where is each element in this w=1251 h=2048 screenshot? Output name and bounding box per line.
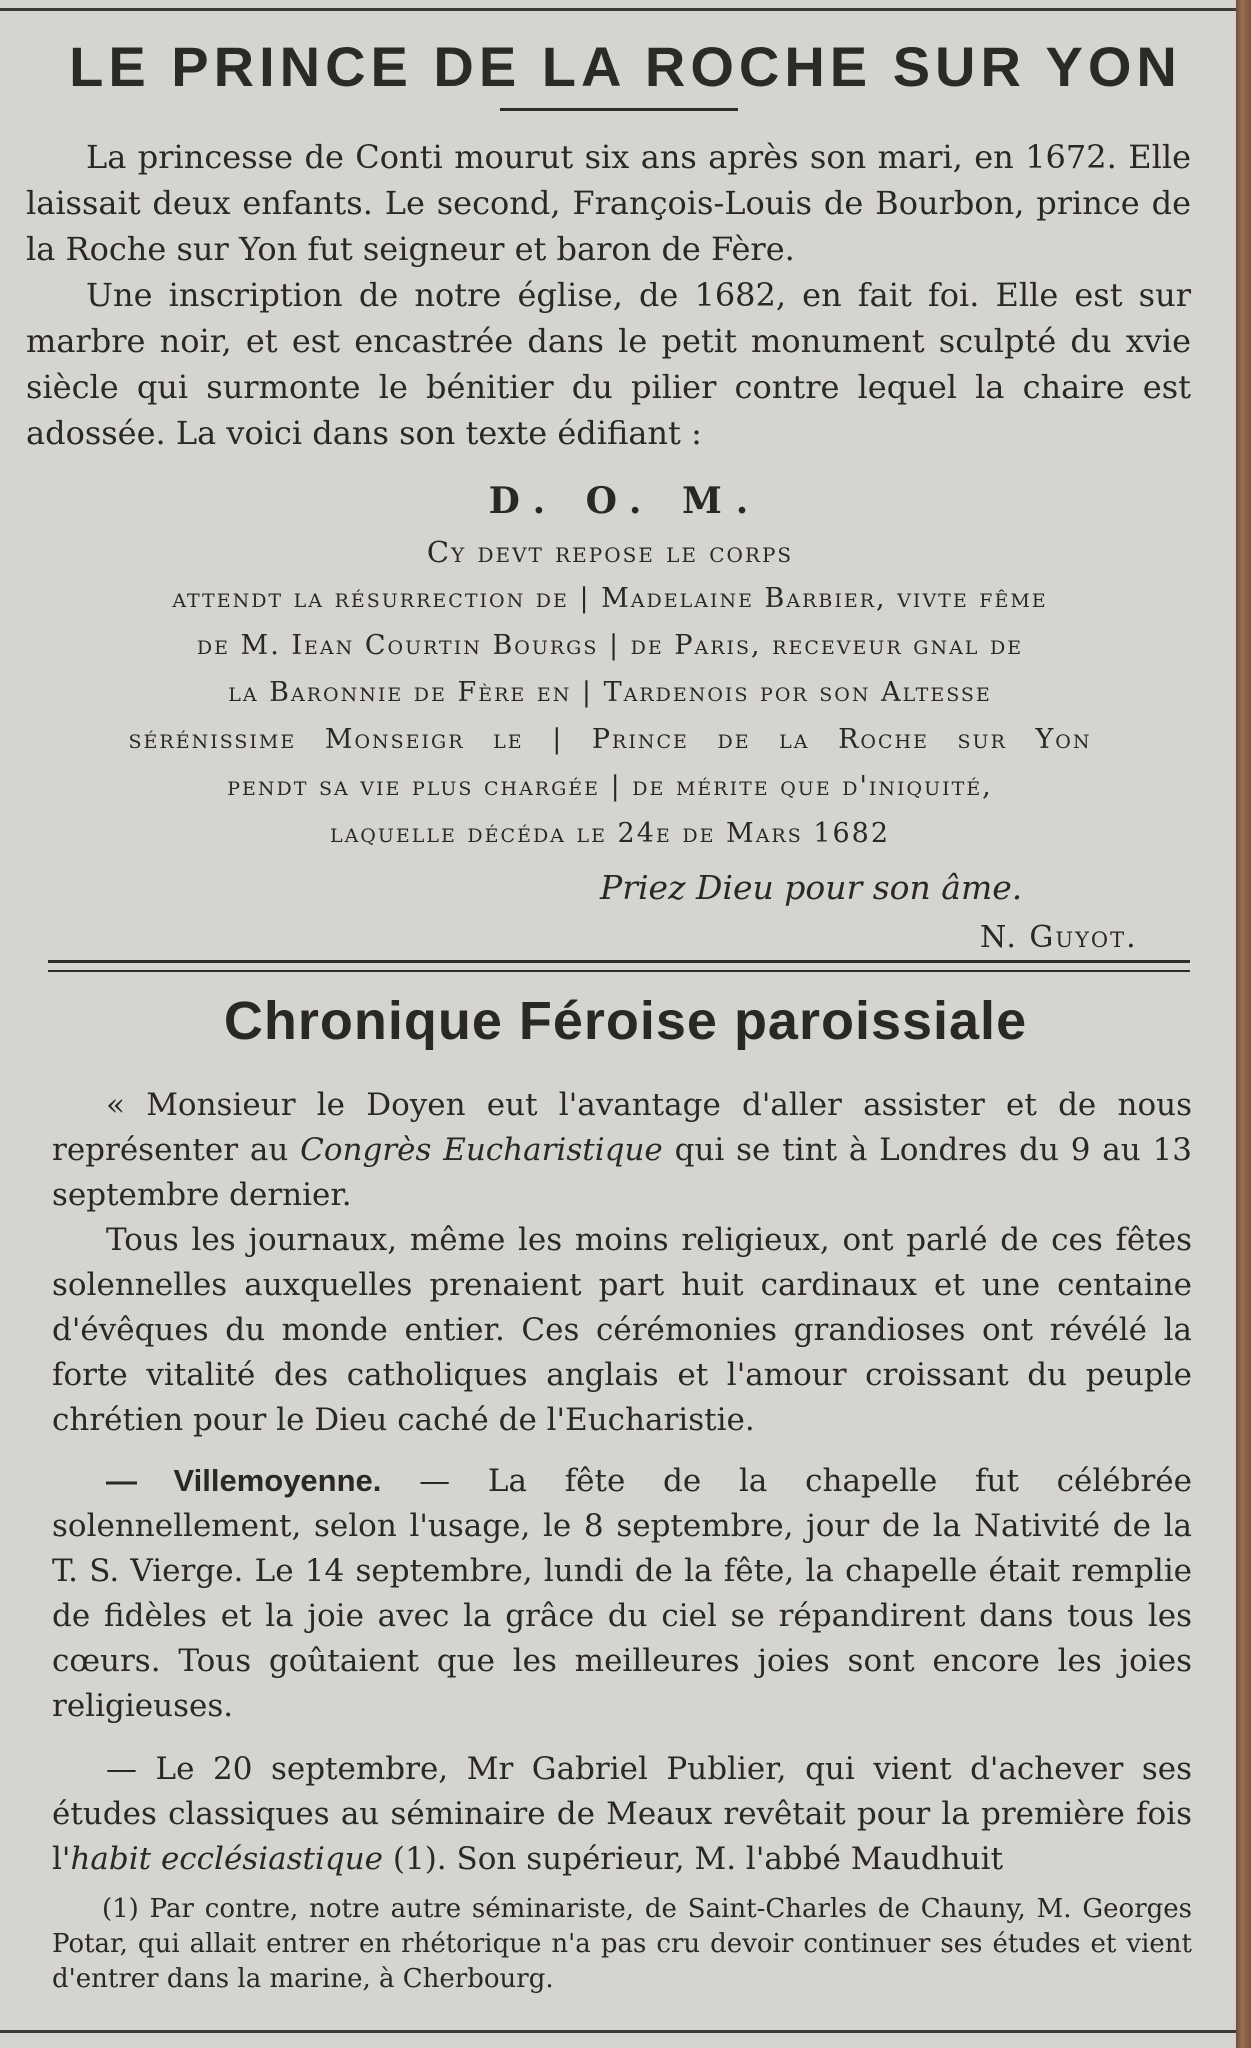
inscription-line: laquelle décéda le 24e de Mars 1682	[329, 818, 891, 849]
prayer-line: Priez Dieu pour son âme.	[600, 868, 1023, 907]
bottom-border	[0, 2030, 1236, 2033]
paragraph-conti: La princesse de Conti mourut six ans après son mari, en 1672. Elle laissait deux enfants. Le second, François-Louis de Bourbon, prince de la Roche sur Yon fut seigneur et baron de Fère.	[26, 138, 1191, 268]
inscription-line: de M. Iean Courtin Bourgs | de Paris, receveur gnal de	[196, 630, 1024, 661]
paragraph-publier: — Le 20 septembre, Mr Gabriel Publier, qui vient d'achever ses études classiques au séminaire de Meaux revêtait pour la première fois l'habit ecclésiastique (1). Son supérieur, M. l'abbé Maudhuit	[52, 1751, 1192, 1877]
paragraph-inscription-intro: Une inscription de notre église, de 1682, en fait foi. Elle est sur marbre noir, et est encastrée dans le petit monument sculpté du xvie siècle qui surmonte le bénitier du pilier contre lequel la chaire est adossée. La voici dans son texte édifiant :	[26, 276, 1191, 452]
section-divider	[48, 960, 1190, 963]
section-divider	[48, 970, 1190, 972]
inscription-line: Cy devt repose le corps	[426, 535, 794, 569]
author-signature: N. Guyot.	[980, 920, 1138, 955]
section-title: Chronique Féroise paroissiale	[223, 991, 1028, 1051]
inscription-line: sérénissime Monseigr le | Prince de la Roche sur Yon	[128, 724, 1092, 755]
paragraph-villemoyenne: — Villemoyenne. — La fête de la chapelle fut célébrée solennellement, selon l'usage, le 8 septembre, jour de la Nativité de la T. S. Vierge. Le 14 septembre, lundi de la fête, la chapelle était remplie de fidèles et la joie avec la grâce du ciel se répandirent dans tous les cœurs. Tous goûtaient que les meilleures joies sont encore les joies religieuses.	[52, 1463, 1192, 1724]
inscription-line: pendt sa vie plus chargée | de mérite que d'iniquité,	[227, 771, 993, 802]
paragraph-congres: « Monsieur le Doyen eut l'avantage d'aller assister et de nous représenter au Congrès Eucharistique qui se tint à Londres du 9 au 13 septembre dernier.	[52, 1087, 1192, 1213]
emphasis: habit ecclésiastique	[70, 1841, 384, 1877]
footnote: (1) Par contre, notre autre séminariste, de Saint-Charles de Chauny, M. Georges Potar, qui allait entrer en rhétorique n'a pas cru devoir continuer ses études et vient d'entrer dans la marine, à Cherbourg.	[52, 1894, 1192, 1994]
place-heading: — Villemoyenne.	[106, 1463, 382, 1498]
top-border	[0, 8, 1238, 11]
inscription-line: la Baronnie de Fère en | Tardenois por son Altesse	[228, 677, 992, 708]
paragraph-journaux: Tous les journaux, même les moins religieux, ont parlé de ces fêtes solennelles auxquelles prenaient part huit cardinaux et une centaine d'évêques du monde entier. Ces cérémonies grandioses ont révélé la forte vitalité des catholiques anglais et l'amour croissant du peuple chrétien pour le Dieu caché de l'Eucharistie.	[52, 1222, 1192, 1438]
title-underline	[500, 108, 738, 111]
emphasis: Congrès Eucharistique	[300, 1132, 663, 1168]
inscription-line: attendt la résurrection de | Madelaine Barbier, vivte fême	[172, 583, 1048, 614]
article-title: LE PRINCE DE LA ROCHE SUR YON	[69, 35, 1182, 98]
inscription-heading: D. O. M.	[488, 480, 763, 522]
